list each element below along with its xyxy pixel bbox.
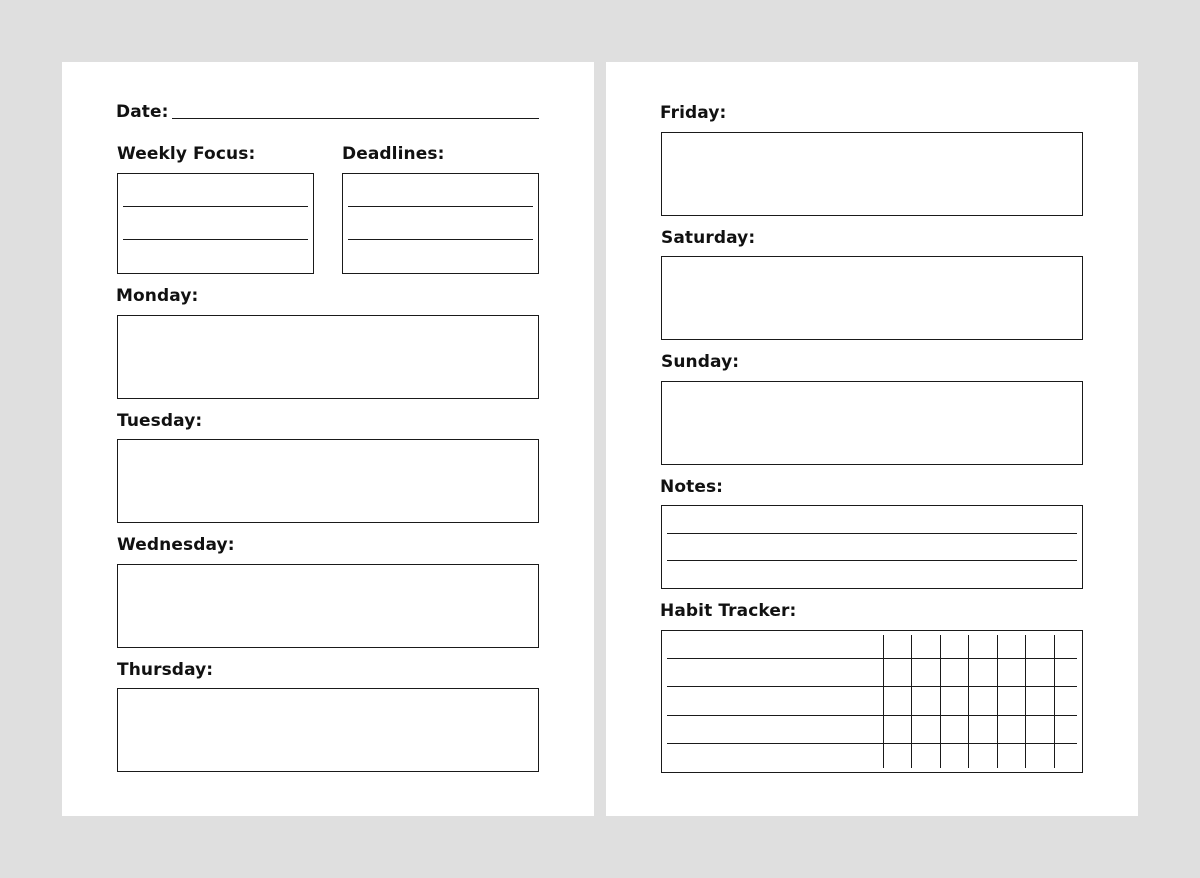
deadlines-line	[348, 239, 533, 240]
habit-day-column	[883, 635, 884, 768]
deadlines-label: Deadlines:	[342, 144, 445, 164]
habit-tracker-label: Habit Tracker:	[660, 601, 797, 621]
habit-tracker-box[interactable]	[661, 630, 1083, 773]
date-field-line[interactable]	[172, 118, 539, 119]
wednesday-box[interactable]	[117, 564, 539, 648]
notes-line	[667, 533, 1077, 534]
weekly-focus-line	[123, 239, 308, 240]
notes-line	[667, 560, 1077, 561]
saturday-box[interactable]	[661, 256, 1083, 340]
monday-label: Monday:	[116, 286, 199, 306]
date-label: Date:	[116, 102, 169, 122]
saturday-label: Saturday:	[661, 228, 756, 248]
sunday-label: Sunday:	[661, 352, 740, 372]
habit-row-line	[667, 715, 1077, 716]
tuesday-box[interactable]	[117, 439, 539, 523]
habit-row-line	[667, 658, 1077, 659]
deadlines-line	[348, 206, 533, 207]
monday-box[interactable]	[117, 315, 539, 399]
habit-day-column	[940, 635, 941, 768]
wednesday-label: Wednesday:	[117, 535, 235, 555]
habit-day-column	[968, 635, 969, 768]
habit-row-line	[667, 686, 1077, 687]
habit-day-column	[997, 635, 998, 768]
habit-day-column	[911, 635, 912, 768]
thursday-box[interactable]	[117, 688, 539, 772]
planner-page-left	[62, 62, 594, 816]
friday-box[interactable]	[661, 132, 1083, 216]
weekly-focus-line	[123, 206, 308, 207]
planner-page-right	[606, 62, 1138, 816]
habit-day-column	[1025, 635, 1026, 768]
friday-label: Friday:	[660, 103, 727, 123]
tuesday-label: Tuesday:	[117, 411, 203, 431]
deadlines-box[interactable]	[342, 173, 539, 274]
habit-row-line	[667, 743, 1077, 744]
sunday-box[interactable]	[661, 381, 1083, 465]
notes-label: Notes:	[660, 477, 724, 497]
weekly-focus-label: Weekly Focus:	[117, 144, 256, 164]
habit-day-column	[1054, 635, 1055, 768]
thursday-label: Thursday:	[117, 660, 214, 680]
weekly-focus-box[interactable]	[117, 173, 314, 274]
notes-box[interactable]	[661, 505, 1083, 589]
